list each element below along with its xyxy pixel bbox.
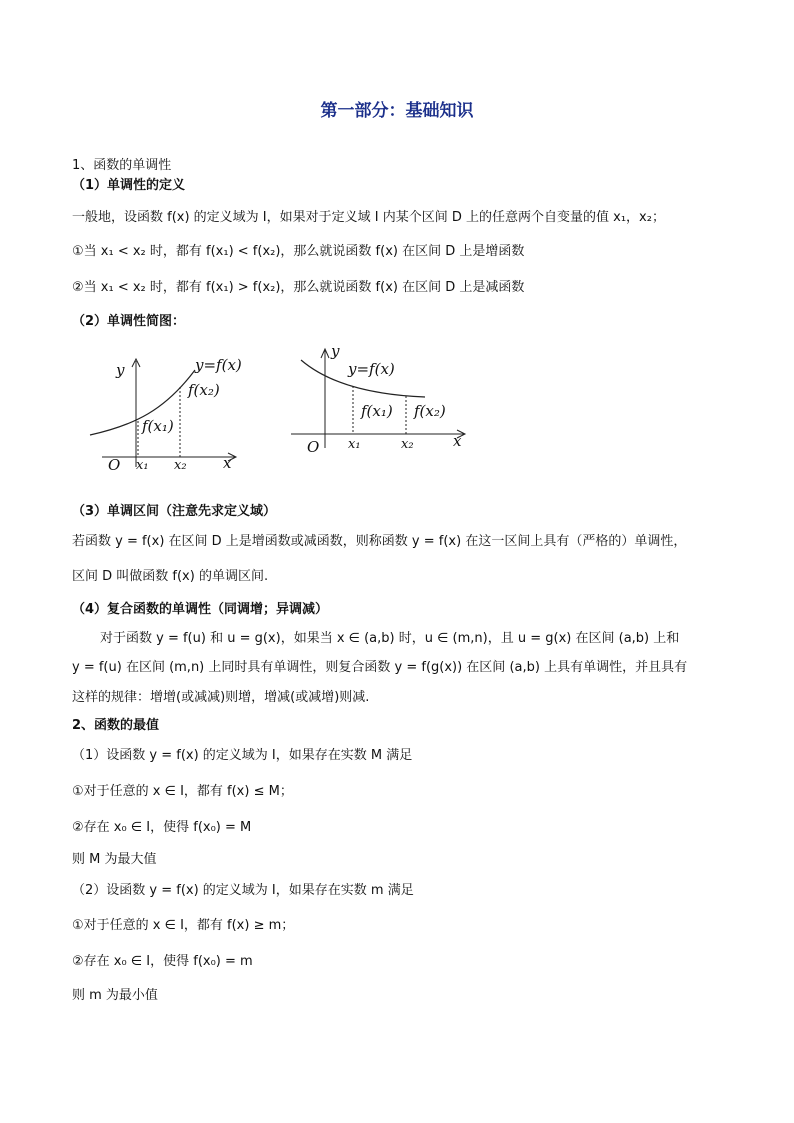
min-intro: （2）设函数 y = f(x) 的定义域为 I，如果存在实数 m 满足 [72, 883, 414, 898]
max-condition-2: ②存在 x₀ ∈ I，使得 f(x₀) = M [72, 820, 252, 835]
x1-tick-label: x₁ [136, 458, 149, 473]
origin-label: O [108, 456, 121, 474]
x2-tick-label: x₂ [174, 458, 187, 473]
section-1-heading: 1、函数的单调性 [72, 158, 172, 173]
f-x2-label: f(x₂) [188, 381, 220, 399]
decreasing-condition: ②当 x₁ < x₂ 时，都有 f(x₁) > f(x₂)，那么就说函数 f(x) 在区间 D 上是减函数 [72, 280, 525, 295]
x2-tick-label: x₂ [401, 437, 414, 452]
y-axis-label: y [331, 342, 340, 360]
y-axis-label: y [116, 361, 125, 379]
page-title: 第一部分：基础知识 [320, 101, 474, 121]
min-conclusion: 则 m 为最小值 [72, 988, 158, 1003]
max-intro: （1）设函数 y = f(x) 的定义域为 I，如果存在实数 M 满足 [72, 748, 413, 763]
composite-text-2: y = f(u) 在区间 (m,n) 上同时具有单调性，则复合函数 y = f(g(x)) 在区间 (a,b) 上具有单调性，并且具有 [72, 660, 688, 675]
increasing-function-figure [80, 345, 250, 480]
f-x1-label: f(x₁) [361, 402, 393, 420]
definition-text: 一般地，设函数 f(x) 的定义域为 I，如果对于定义域 I 内某个区间 D 上的任意两个自变量的值 x₁，x₂； [72, 210, 665, 225]
interval-text-1: 若函数 y = f(x) 在区间 D 上是增函数或减函数，则称函数 y = f(x) 在这一区间上具有（严格的）单调性， [72, 534, 687, 549]
min-condition-1: ①对于任意的 x ∈ I，都有 f(x) ≥ m； [72, 918, 295, 933]
x1-tick-label: x₁ [348, 437, 361, 452]
interval-text-2: 区间 D 叫做函数 f(x) 的单调区间. [72, 569, 269, 584]
subheading-composite: （4）复合函数的单调性（同调增；异调减） [72, 602, 329, 617]
function-label: y=f(x) [195, 356, 242, 374]
max-conclusion: 则 M 为最大值 [72, 852, 157, 867]
max-condition-1: ①对于任意的 x ∈ I，都有 f(x) ≤ M； [72, 784, 293, 799]
decreasing-function-figure [285, 340, 475, 460]
subheading-interval: （3）单调区间（注意先求定义域） [72, 504, 277, 519]
increasing-condition: ①当 x₁ < x₂ 时，都有 f(x₁) < f(x₂)，那么就说函数 f(x) 在区间 D 上是增函数 [72, 244, 525, 259]
x-axis-label: x [223, 454, 232, 472]
min-condition-2: ②存在 x₀ ∈ I，使得 f(x₀) = m [72, 954, 253, 969]
origin-label: O [307, 438, 320, 456]
subheading-diagram: （2）单调性简图： [72, 314, 186, 329]
f-x1-label: f(x₁) [142, 417, 174, 435]
x-axis-label: x [453, 432, 462, 450]
f-x2-label: f(x₂) [414, 402, 446, 420]
subheading-definition: （1）单调性的定义 [72, 178, 186, 193]
function-label: y=f(x) [348, 360, 395, 378]
composite-text-1: 对于函数 y = f(u) 和 u = g(x)，如果当 x ∈ (a,b) 时，u ∈ (m,n)，且 u = g(x) 在区间 (a,b) 上和 [100, 631, 680, 646]
composite-text-3: 这样的规律：增增(或减减)则增，增减(或减增)则减. [72, 690, 370, 705]
section-2-heading: 2、函数的最值 [72, 718, 160, 733]
